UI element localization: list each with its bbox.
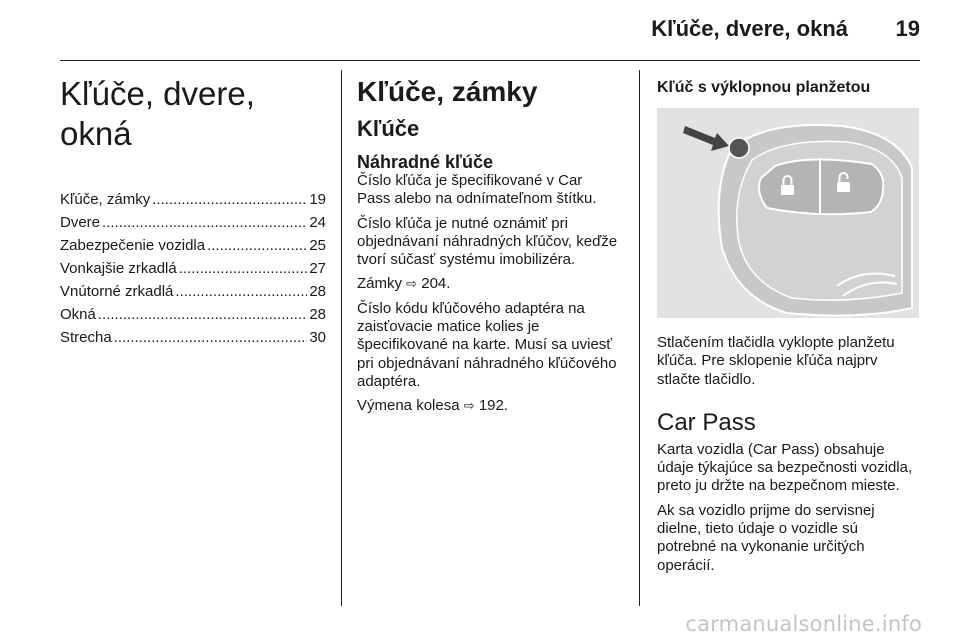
toc-leader <box>152 188 307 211</box>
toc-item-page: 27 <box>309 260 326 277</box>
column-divider-2 <box>639 70 640 606</box>
toc-item-label: Vnútorné zrkadlá <box>60 283 174 300</box>
keys-column <box>357 76 619 422</box>
toc-item-label: Strecha <box>60 329 112 346</box>
chapter-column <box>60 74 326 349</box>
toc-leader <box>98 303 307 326</box>
reference-text: Zámky <box>357 275 402 293</box>
toc-item-page: 28 <box>309 283 326 300</box>
toc-leader <box>102 211 307 234</box>
watermark: carmanualsonline.info <box>685 612 922 636</box>
paragraph: Číslo kľúča je nutné oznámiť pri objednávaní náhradných kľúčov, keďže tvorí súčasť systému imobilizéra. <box>357 214 618 269</box>
table-of-contents <box>60 188 326 349</box>
header-rule <box>60 60 920 61</box>
toc-leader <box>179 257 308 280</box>
toc-item-label: Vonkajšie zrkadlá <box>60 260 177 277</box>
flip-key-illustration <box>657 108 919 318</box>
toc-item-page: 28 <box>309 306 326 323</box>
subsubsection-title: Náhradné kľúče <box>357 152 493 172</box>
toc-item[interactable] <box>60 257 326 280</box>
reference-page: 204. <box>421 275 451 293</box>
paragraph: Ak sa vozidlo prijme do servisnej dielne, tieto údaje o vozidle sú potrebné na vykonanie určitých operácií. <box>657 501 875 574</box>
arrow-icon: ⇨ <box>463 398 475 414</box>
toc-item[interactable] <box>60 280 326 303</box>
toc-item-label: Okná <box>60 306 96 323</box>
cross-reference[interactable] <box>357 275 619 293</box>
car-pass-title: Car Pass <box>657 408 756 436</box>
toc-leader <box>114 326 308 349</box>
page-number: 19 <box>895 16 920 41</box>
toc-item-page: 19 <box>309 191 326 208</box>
column-divider-1 <box>341 70 342 606</box>
chapter-title: Kľúče, dvere, okná <box>60 75 255 152</box>
flip-key-caption: Stlačením tlačidla vyklopte planžetu kľúča. Pre sklopenie kľúča najprv stlačte tlačidlo. <box>657 334 895 388</box>
toc-item[interactable] <box>60 326 326 349</box>
section-title: Kľúče, zámky <box>357 76 538 107</box>
paragraph: Karta vozidla (Car Pass) obsahuje údaje týkajúce sa bezpečnosti vozidla, preto ju držte na bezpečnom mieste. <box>657 440 913 495</box>
paragraph: Číslo kľúča je špecifikované v Car Pass alebo na odnímateľnom štítku. <box>357 172 597 208</box>
arrow-icon: ⇨ <box>406 276 418 292</box>
toc-leader <box>207 234 307 257</box>
toc-item[interactable] <box>60 211 326 234</box>
toc-leader <box>175 280 307 303</box>
arrow-pointer-icon <box>683 126 729 151</box>
running-header-title: Kľúče, dvere, okná <box>651 16 848 41</box>
toc-item-page: 25 <box>309 237 326 254</box>
toc-item-label: Zabezpečenie vozidla <box>60 237 206 254</box>
toc-item[interactable] <box>60 303 326 326</box>
key-fob-drawing <box>657 108 919 318</box>
toc-item-page: 30 <box>309 329 326 346</box>
toc-item-page: 24 <box>309 214 326 231</box>
subsection-title: Kľúče <box>357 116 420 141</box>
reference-text: Výmena kolesa <box>357 397 460 415</box>
cross-reference[interactable] <box>357 397 619 415</box>
toc-item[interactable] <box>60 188 326 211</box>
toc-item-label: Dvere <box>60 214 101 231</box>
toc-item[interactable] <box>60 234 326 257</box>
release-button <box>729 138 749 158</box>
flip-key-heading: Kľúč s výklopnou planžetou <box>657 79 871 96</box>
flip-key-column <box>657 78 921 581</box>
toc-item-label: Kľúče, zámky <box>60 191 151 208</box>
paragraph: Číslo kódu kľúčového adaptéra na zaisťovacie matice kolies je špecifikované na karte. Musí sa uviesť pri objednávaní náhradného kľúčového adaptéra. <box>357 299 617 390</box>
reference-page: 192. <box>478 397 509 415</box>
